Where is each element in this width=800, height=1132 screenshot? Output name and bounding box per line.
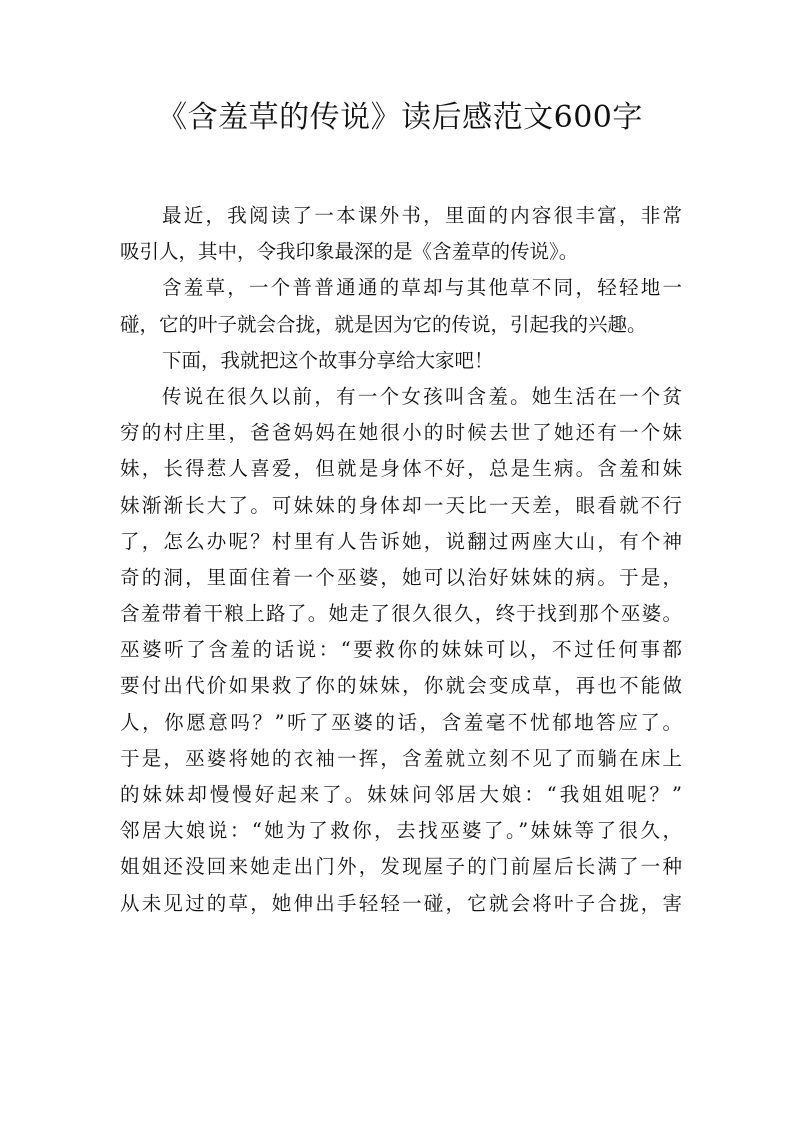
text-line: 了，怎么办呢？村里有人告诉她，说翻过两座大山，有个神 — [120, 529, 682, 553]
text-line: 穷的村庄里，爸爸妈妈在她很小的时候去世了她还有一个妹 — [120, 421, 682, 445]
text-line: 邻居大娘说：“她为了救你，去找巫婆了。”妹妹等了很久， — [120, 819, 682, 843]
text-line: 含羞带着干粮上路了。她走了很久很久，终于找到那个巫婆。 — [120, 602, 682, 626]
text-line: 下面，我就把这个故事分享给大家吧！ — [162, 348, 494, 372]
text-line: 最近，我阅读了一本课外书，里面的内容很丰富，非常 — [162, 204, 682, 227]
text-line: 传说在很久以前，有一个女孩叫含羞。她生活在一个贫 — [162, 384, 682, 408]
document-title: 《含羞草的传说》读后感范文600字 — [157, 100, 643, 135]
text-line: 姐姐还没回来她走出门外，发现屋子的门前屋后长满了一种 — [120, 855, 682, 879]
text-line: 奇的洞，里面住着一个巫婆，她可以治好妹妹的病。于是， — [120, 565, 682, 589]
document-body — [120, 198, 682, 922]
text-line: 巫婆听了含羞的话说：“要救你的妹妹可以，不过任何事都 — [120, 638, 682, 662]
text-line: 人，你愿意吗？”听了巫婆的话，含羞毫不忧郁地答应了。 — [120, 710, 682, 734]
text-line: 从未见过的草，她伸出手轻轻一碰，它就会将叶子合拢，害 — [120, 891, 682, 915]
text-line: 于是，巫婆将她的衣袖一挥，含羞就立刻不见了而躺在床上 — [120, 746, 682, 770]
text-line: 的妹妹却慢慢好起来了。妹妹问邻居大娘：“我姐姐呢？” — [120, 783, 682, 806]
text-line: 吸引人，其中，令我印象最深的是《含羞草的传说》。 — [120, 240, 579, 264]
text-line: 碰，它的叶子就会合拢，就是因为它的传说，引起我的兴趣。 — [120, 312, 647, 336]
text-line: 妹渐渐长大了。可妹妹的身体却一天比一天差，眼看就不行 — [120, 493, 682, 517]
text-line: 妹，长得惹人喜爱，但就是身体不好，总是生病。含羞和妹 — [120, 457, 682, 481]
text-line: 含羞草，一个普普通通的草却与其他草不同，轻轻地一 — [162, 276, 682, 300]
text-line: 要付出代价如果救了你的妹妹，你就会变成草，再也不能做 — [120, 674, 682, 698]
